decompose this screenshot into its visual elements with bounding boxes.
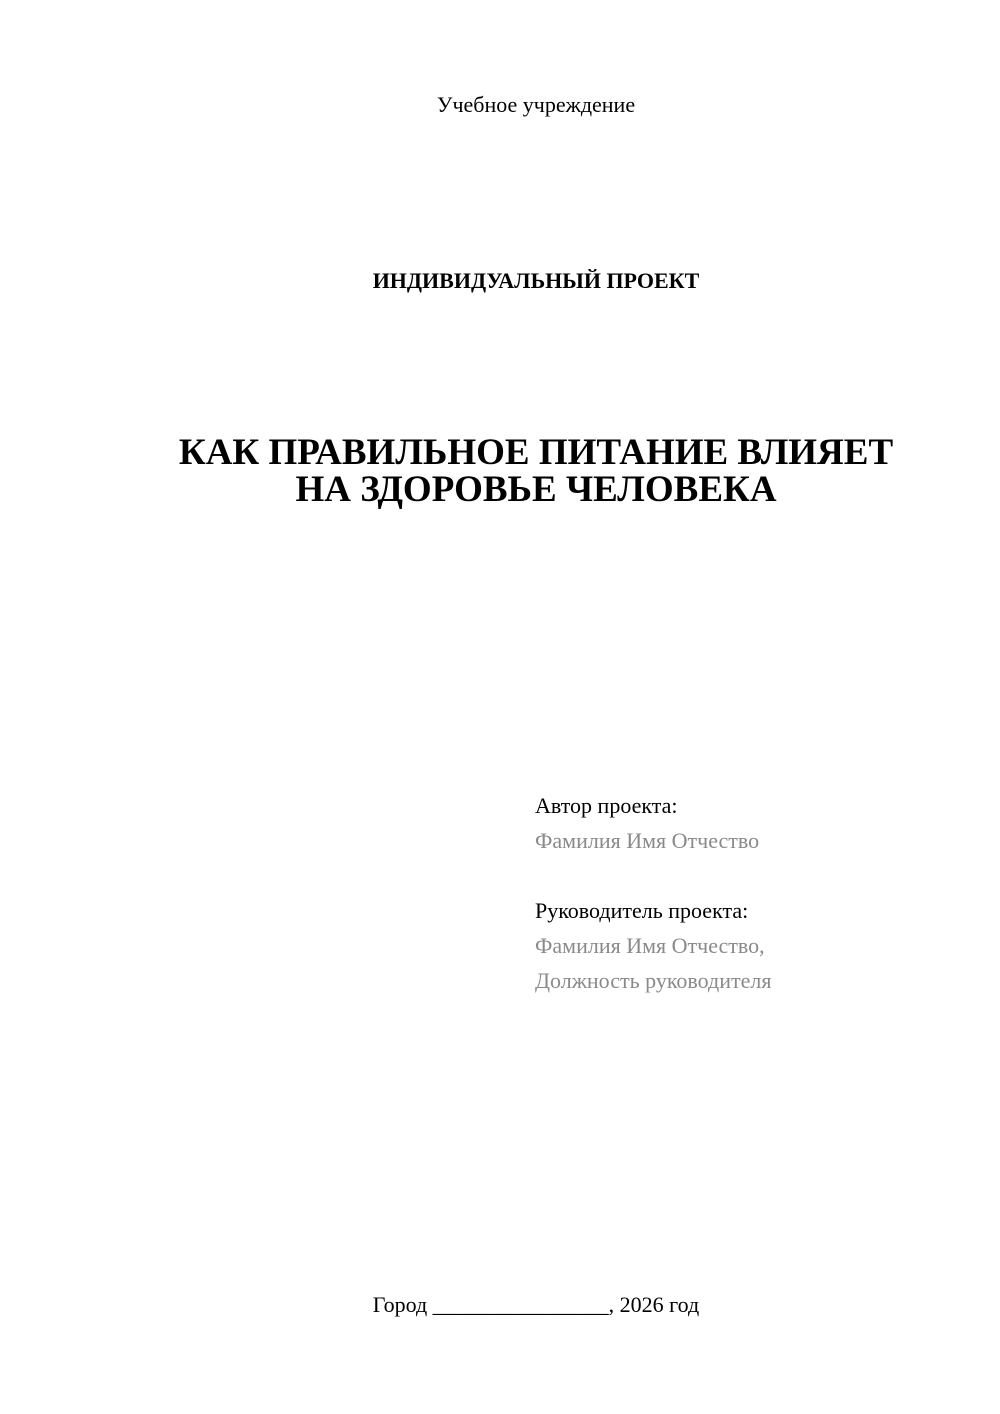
- project-title-line-1: КАК ПРАВИЛЬНОЕ ПИТАНИЕ ВЛИЯЕТ: [178, 432, 894, 473]
- author-label: Автор проекта:: [535, 793, 678, 818]
- project-info-block: [535, 788, 771, 998]
- author-name: Фамилия Имя Отчество: [535, 828, 760, 853]
- city-year-footer: Город ________________, 2026 год: [372, 1292, 700, 1317]
- project-title-line-2: НА ЗДОРОВЬЕ ЧЕЛОВЕКА: [295, 469, 777, 510]
- supervisor-position: Должность руководителя: [535, 968, 772, 993]
- info-spacer: [535, 858, 771, 893]
- project-title: [0, 434, 1000, 508]
- institution-name: Учебное учреждение: [436, 92, 636, 117]
- document-type: ИНДИВИДУАЛЬНЫЙ ПРОЕКТ: [372, 268, 700, 293]
- supervisor-label: Руководитель проекта:: [535, 898, 749, 923]
- supervisor-name: Фамилия Имя Отчество,: [535, 933, 765, 958]
